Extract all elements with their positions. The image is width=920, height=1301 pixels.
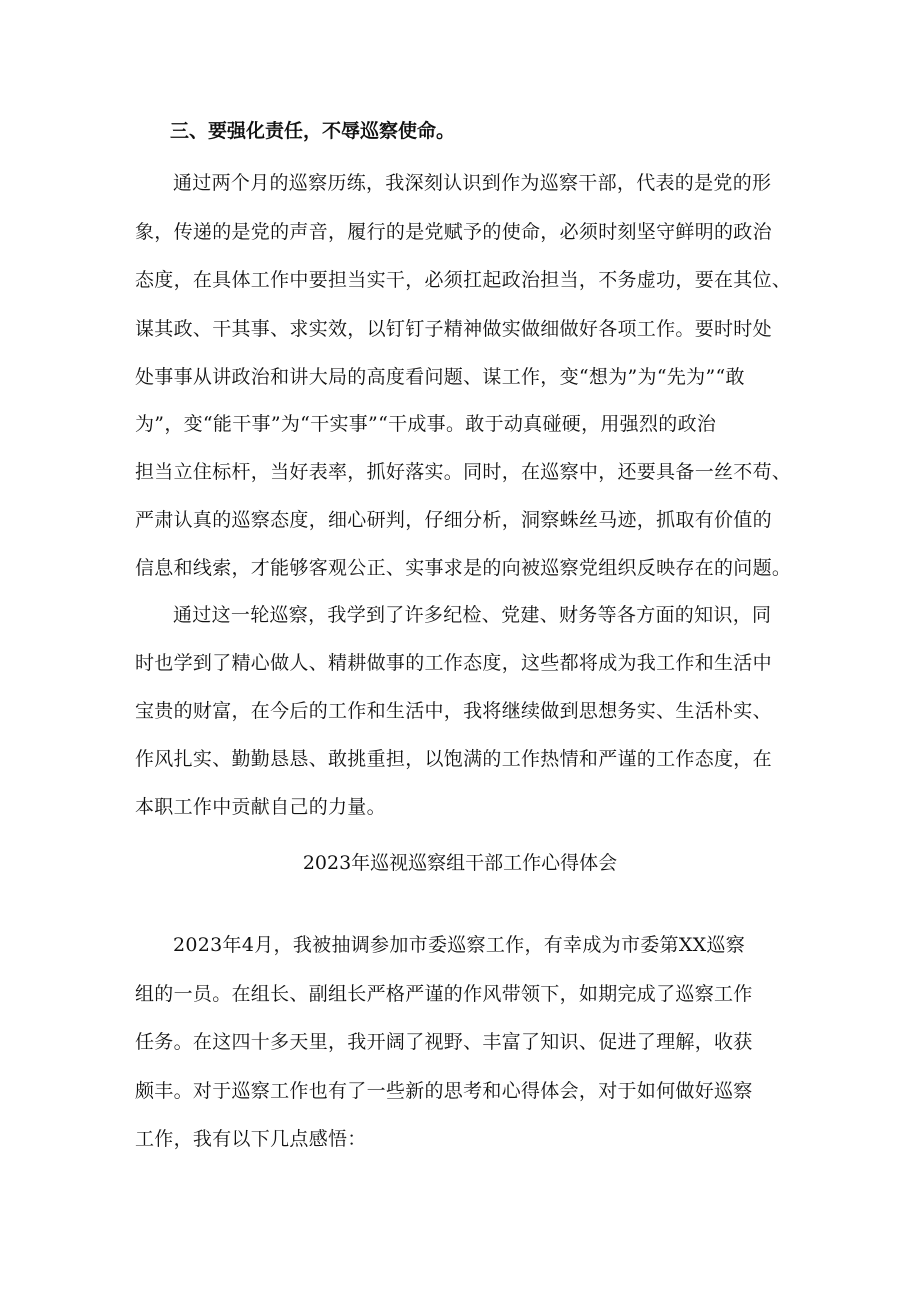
paragraph-line: 象，传递的是党的声音，履行的是党赋予的使命，必须时刻坚守鲜明的政治 [135,221,772,243]
paragraph-line: 颇丰。对于巡察工作也有了一些新的思考和心得体会，对于如何做好巡察 [135,1080,753,1102]
paragraph-line: 为”，变“能干事”为“干实事”“干成事。敢于动真碰硬，用强烈的政治 [135,413,717,435]
paragraph-line: 宝贵的财富，在今后的工作和生活中，我将继续做到思想务实、生活朴实、 [135,700,772,722]
paragraph-line: 时也学到了精心做人、精耕做事的工作态度，这些都将成为我工作和生活中 [135,652,772,674]
paragraph-line: 担当立住标杆，当好表率，抓好落实。同时，在巡察中，还要具备一丝不苟、 [135,461,792,483]
paragraph-line: 组的一员。在组长、副组长严格严谨的作风带领下，如期完成了巡察工作 [135,983,753,1005]
paragraph-line: 任务。在这四十多天里，我开阔了视野、丰富了知识、促进了理解，收获 [135,1031,753,1053]
paragraph-line: 通过这一轮巡察，我学到了许多纪检、党建、财务等各方面的知识，同 [173,604,772,626]
section-heading: 三、要强化责任，不辱巡察使命。 [170,120,456,142]
paragraph-line: 本职工作中贡献自己的力量。 [135,796,386,818]
paragraph-line: 处事事从讲政治和讲大局的高度看问题、谋工作，变“想为”为“先为”“敢 [135,366,745,388]
paragraph-line: 信息和线索，才能够客观公正、实事求是的向被巡察党组织反映存在的问题。 [135,557,792,579]
paragraph-line: 态度，在具体工作中要担当实干，必须扛起政治担当，不务虚功，要在其位、 [135,269,792,291]
paragraph-line: 工作，我有以下几点感悟： [135,1128,367,1150]
paragraph-line: 严肃认真的巡察态度，细心研判，仔细分析，洞察蛛丝马迹，抓取有价值的 [135,509,772,531]
document-title: 2023年巡视巡察组干部工作心得体会 [302,852,618,874]
paragraph-line: 谋其政、干其事、求实效，以钉钉子精神做实做细做好各项工作。要时时处 [135,318,772,340]
paragraph-line: 通过两个月的巡察历练，我深刻认识到作为巡察干部，代表的是党的形 [173,172,772,194]
paragraph-line: 作风扎实、勤勤恳恳、敢挑重担，以饱满的工作热情和严谨的工作态度，在 [135,748,772,770]
paragraph-line: 2023年4月，我被抽调参加市委巡察工作，有幸成为市委第XX巡察 [173,934,746,956]
